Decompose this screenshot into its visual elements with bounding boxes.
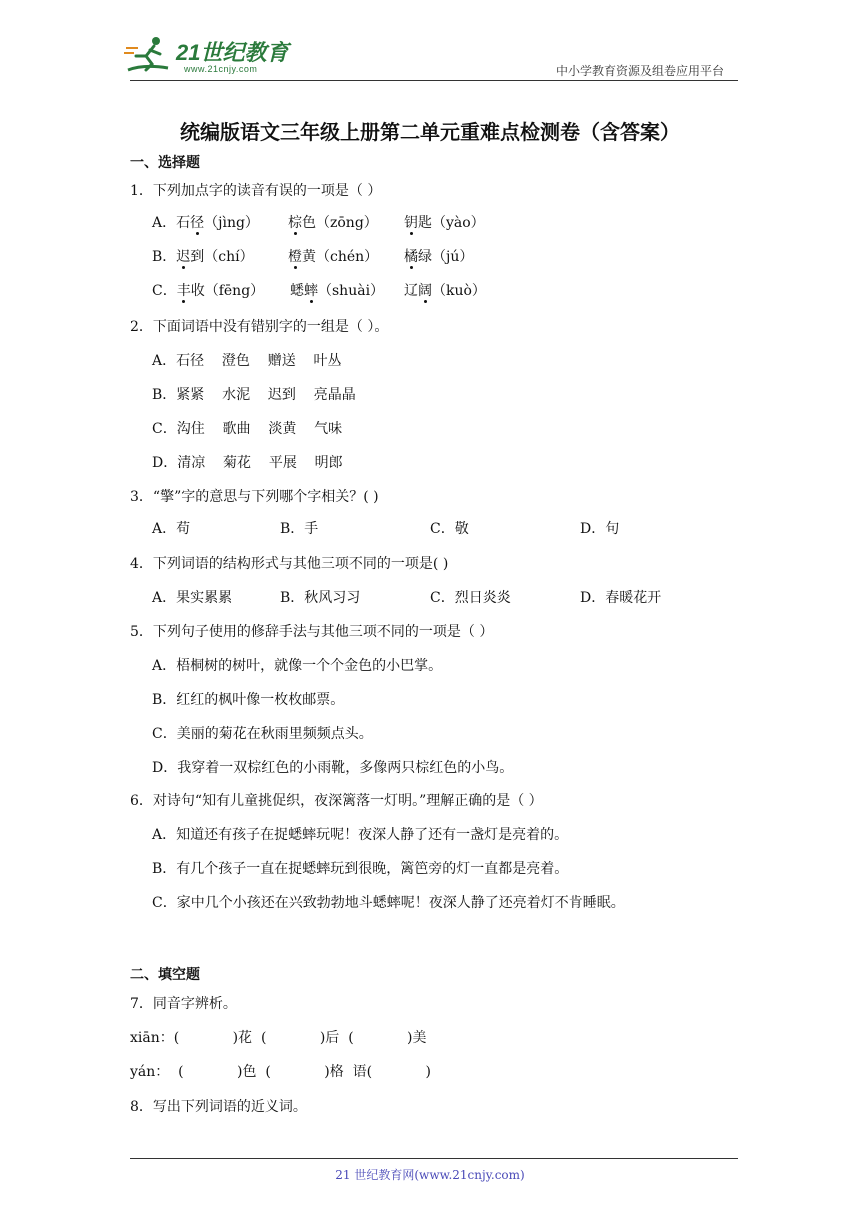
q6-option-c: C．家中几个小孩还在兴致勃勃地斗蟋蟀呢！夜深人静了还亮着灯不肯睡眠。 xyxy=(152,895,625,911)
q2-option-d: D．清凉 菊花 平展 明郎 xyxy=(152,455,343,471)
q1-option-a-3: 钥匙（yào） xyxy=(404,215,485,231)
q1-option-b-2: 橙黄（chén） xyxy=(288,249,379,265)
q5-option-b: B．红红的枫叶像一枚枚邮票。 xyxy=(152,692,345,708)
q3-option-a: A．苟 xyxy=(152,521,191,537)
question-6-stem: 6．对诗句“知有儿童挑促织，夜深篱落一灯明。”理解正确的是（ ） xyxy=(130,793,543,809)
q4-option-d: D．春暖花开 xyxy=(580,590,662,606)
q2-option-a: A．石径 澄色 赠送 叶丛 xyxy=(152,353,342,369)
q1-option-b: B．迟到（chí） xyxy=(152,249,254,265)
question-3-stem: 3．“擎”字的意思与下列哪个字相关？( ) xyxy=(130,489,379,505)
logo-text: 21世纪教育 xyxy=(176,40,289,65)
q5-option-d: D．我穿着一双棕红色的小雨靴，多像两只棕红色的小鸟。 xyxy=(152,760,514,776)
section-heading-fill: 二、填空题 xyxy=(130,967,200,983)
q1-option-a: A．石径（jìng） xyxy=(152,215,259,231)
question-1-stem: 1．下列加点字的读音有误的一项是（ ） xyxy=(130,183,382,199)
running-figure-icon xyxy=(124,34,174,78)
footer-divider xyxy=(130,1158,738,1159)
q5-option-c: C．美丽的菊花在秋雨里频频点头。 xyxy=(152,726,373,742)
q1-option-a-2: 棕色（zōng） xyxy=(288,215,378,231)
q4-option-b: B．秋风习习 xyxy=(280,590,361,606)
q6-option-b: B．有几个孩子一直在捉蟋蟀玩到很晚，篱笆旁的灯一直都是亮着。 xyxy=(152,861,569,877)
question-5-stem: 5．下列句子使用的修辞手法与其他三项不同的一项是（ ） xyxy=(130,624,494,640)
q3-option-d: D．句 xyxy=(580,521,620,537)
question-2-stem: 2．下面词语中没有错别字的一组是（ ）。 xyxy=(130,319,389,335)
page-title: 统编版语文三年级上册第二单元重难点检测卷（含答案） xyxy=(180,120,680,144)
site-logo xyxy=(124,34,294,78)
q1-option-b-3: 橘绿（jú） xyxy=(404,249,474,265)
q3-option-c: C．敬 xyxy=(430,521,469,537)
q6-option-a: A．知道还有孩子在捉蟋蟀玩呢！夜深人静了还有一盏灯是亮着的。 xyxy=(152,827,569,843)
q2-option-c: C．沟住 歌曲 淡黄 气味 xyxy=(152,421,343,437)
q4-option-a: A．果实累累 xyxy=(152,590,233,606)
q4-option-c: C．烈日炎炎 xyxy=(430,590,511,606)
q1-option-c-3: 辽阔（kuò） xyxy=(404,283,486,299)
q5-option-a: A．梧桐树的树叶，就像一个个金色的小巴掌。 xyxy=(152,658,443,674)
question-8-stem: 8．写出下列词语的近义词。 xyxy=(130,1099,307,1115)
section-heading-choice: 一、选择题 xyxy=(130,155,200,171)
q1-option-c: C．丰收（fēng） xyxy=(152,283,265,299)
q7-line-yan: yán： ( )色 ( )格 语( ) xyxy=(130,1064,431,1080)
q2-option-b: B．紧紧 水泥 迟到 亮晶晶 xyxy=(152,387,356,403)
platform-name: 中小学教育资源及组卷应用平台 xyxy=(555,64,724,78)
q1-option-c-2: 蟋蟀（shuài） xyxy=(290,283,385,299)
header-divider xyxy=(130,80,738,81)
question-4-stem: 4．下列词语的结构形式与其他三项不同的一项是( ) xyxy=(130,556,449,572)
q3-option-b: B．手 xyxy=(280,521,319,537)
question-7-stem: 7．同音字辨析。 xyxy=(130,996,237,1012)
q7-line-xian: xiān：( )花 ( )后 ( )美 xyxy=(130,1030,427,1046)
footer-text: 21 世纪教育网(www.21cnjy.com) xyxy=(335,1168,525,1182)
logo-url: www.21cnjy.com xyxy=(184,64,258,74)
